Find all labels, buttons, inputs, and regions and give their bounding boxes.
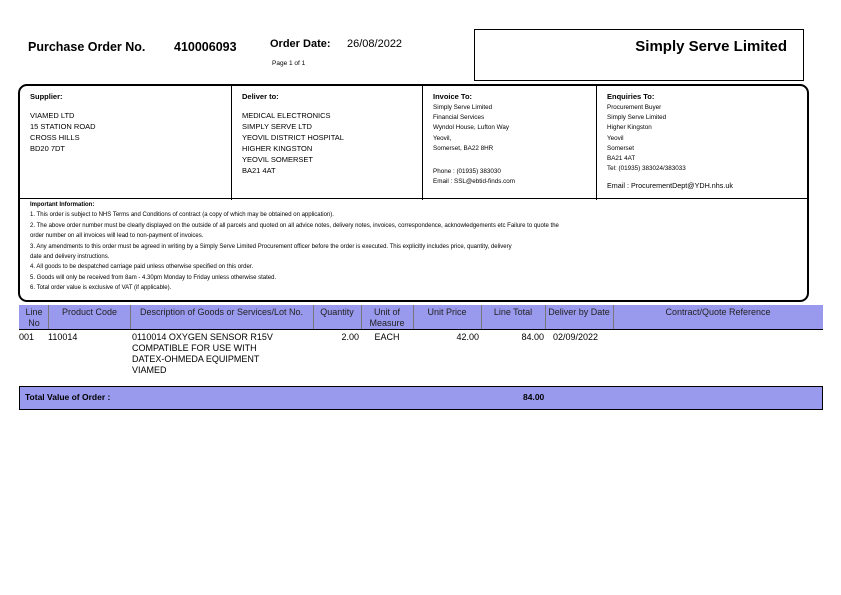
enquiries-contact <box>607 181 733 191</box>
col-line-total: Line Total <box>493 307 533 317</box>
enquiries-section <box>596 86 809 200</box>
address-line: Tel: (01935) 383024/383033 <box>607 165 686 173</box>
address-line: Financial Services <box>433 114 485 122</box>
description-line: VIAMED <box>132 365 167 375</box>
col-unit-of-measure: Unit of Measure <box>369 307 405 328</box>
address-line: CROSS HILLS <box>30 133 80 142</box>
table-header <box>19 305 823 330</box>
deliver-to-address <box>242 110 344 176</box>
address-line: YEOVIL DISTRICT HOSPITAL <box>242 133 344 142</box>
invoice-to-heading: Invoice To: <box>433 92 473 101</box>
address-line: Simply Serve Limited <box>607 114 667 122</box>
address-line: VIAMED LTD <box>30 111 75 120</box>
description-line: COMPATIBLE FOR USE WITH <box>132 343 257 353</box>
invoice-phone: Phone : (01935) 383030 <box>433 168 501 175</box>
address-line: Somerset, BA22 8HR <box>433 144 494 152</box>
total-label: Total Value of Order : <box>25 392 111 402</box>
address-line: MEDICAL ELECTRONICS <box>242 111 331 120</box>
address-line: Simply Serve Limited <box>433 104 493 111</box>
address-line: Yeovil <box>607 134 624 142</box>
col-description: Description of Goods or Services/Lot No. <box>139 307 304 317</box>
description-line: 0110014 OXYGEN SENSOR R15V <box>132 332 273 342</box>
cell-unit-price: 42.00 <box>456 332 479 342</box>
deliver-to-section <box>231 86 422 200</box>
col-line-no: Line No <box>25 307 43 328</box>
important-title: Important Information: <box>30 202 95 208</box>
po-number: 410006093 <box>174 40 237 54</box>
cell-unit-of-measure: EACH <box>374 332 400 342</box>
address-line: Somerset <box>607 144 634 152</box>
address-line: Higher Kingston <box>607 124 652 132</box>
supplier-address <box>30 110 96 154</box>
total-value: 84.00 <box>523 392 545 402</box>
address-line: BD20 7DT <box>30 144 66 153</box>
invoice-to-section <box>422 86 596 200</box>
supplier-heading: Supplier: <box>30 92 63 101</box>
cell-deliver-by-date: 02/09/2022 <box>553 332 599 342</box>
address-line: YEOVIL SOMERSET <box>242 155 313 164</box>
cell-product-code: 110014 <box>48 332 78 342</box>
enquiries-address <box>607 103 686 174</box>
important-line: 1. This order is subject to NHS Terms and Conditions of contract (a copy of which may be obtained on application). <box>30 212 334 219</box>
order-date-label: Order Date: <box>270 38 331 50</box>
important-information <box>30 200 800 294</box>
company-box <box>474 29 804 81</box>
col-contract-ref: Contract/Quote Reference <box>665 307 771 317</box>
deliver-to-heading: Deliver to: <box>242 92 279 101</box>
important-line: 3. Any amendments to this order must be agreed in writing by a Simply Serve Limited Procurement officer before the order is executed. This explicitly includes price, quantity, delivery <box>30 243 512 250</box>
address-line: SIMPLY SERVE LTD <box>242 122 312 131</box>
enquiries-heading: Enquiries To: <box>607 92 655 101</box>
address-line: BA21 4AT <box>242 166 276 175</box>
important-line: order number on all invoices will lead to non-payment of invoices. <box>30 233 204 240</box>
important-line: 4. All goods to be despatched carriage paid unless otherwise specified on this order. <box>30 264 254 271</box>
invoice-email[interactable]: Email : SSL@ebtid-finds.com <box>433 178 515 186</box>
address-line: HIGHER KINGSTON <box>242 144 313 153</box>
invoice-to-address <box>433 103 509 154</box>
invoice-contact <box>433 167 515 187</box>
address-line: BA21 4AT <box>607 155 636 163</box>
section-divider <box>20 198 807 199</box>
cell-line-total: 84.00 <box>521 332 544 342</box>
po-number-label: Purchase Order No. <box>28 40 146 54</box>
col-deliver-by-date: Deliver by Date <box>548 307 610 317</box>
company-name: Simply Serve Limited <box>635 38 787 55</box>
supplier-section <box>20 86 231 200</box>
important-line: date and delivery instructions. <box>30 254 110 261</box>
order-date: 26/08/2022 <box>347 38 403 50</box>
address-line: 15 STATION ROAD <box>30 122 96 131</box>
description-line: DATEX-OHMEDA EQUIPMENT <box>132 354 260 364</box>
important-line: 6. Total order value is exclusive of VAT (if applicable). <box>30 285 172 292</box>
cell-quantity: 2.00 <box>341 332 359 342</box>
total-bar <box>19 386 823 410</box>
address-info-box <box>18 84 809 302</box>
important-line: 5. Goods will only be received from 8am - 4.30pm Monday to Friday unless otherwise stated. <box>30 274 277 281</box>
page-info: Page 1 of 1 <box>272 60 306 67</box>
address-line: Procurement Buyer <box>607 104 662 111</box>
col-quantity: Quantity <box>320 307 354 317</box>
important-line: 2. The above order number must be clearly displayed on the outside of all parcels and quoted on all advice notes, delivery notes, invoices, correspondence, acknowledgements etc Failure to quote the <box>30 222 559 229</box>
col-unit-price: Unit Price <box>427 307 467 317</box>
cell-line-no: 001 <box>19 332 35 342</box>
cell-description <box>132 332 273 376</box>
enquiries-email[interactable]: Email : ProcurementDept@YDH.nhs.uk <box>607 181 733 190</box>
address-line: Wyndol House, Lufton Way <box>433 124 510 132</box>
address-line: Yeovil, <box>433 134 452 142</box>
col-product-code: Product Code <box>61 307 118 317</box>
